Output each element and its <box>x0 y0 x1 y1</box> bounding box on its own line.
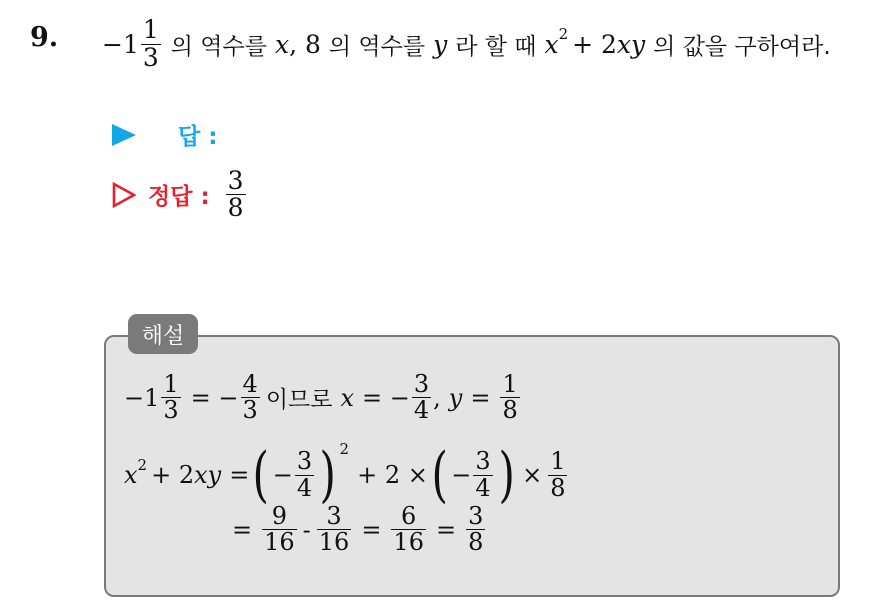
q-var-x2: x <box>544 29 559 59</box>
s2-neg2: − <box>451 461 472 489</box>
s2-rparen2: ) <box>498 440 515 510</box>
frac-den: 16 <box>264 528 295 557</box>
frac-den: 8 <box>502 396 518 425</box>
frac-num: 1 <box>550 447 566 476</box>
correct-answer-row <box>112 168 248 222</box>
q-comma-8: , 8 <box>289 29 321 59</box>
answer-row <box>112 118 217 151</box>
s3-frac-d <box>466 504 485 555</box>
frac-den: 3 <box>242 396 258 425</box>
s3-frac-c <box>391 504 426 555</box>
q-text-3: 라 할 때 <box>455 33 537 60</box>
s1-frac-b <box>241 372 260 423</box>
s3-frac-a <box>262 504 297 555</box>
s1-var-x: x <box>340 383 355 412</box>
s1-frac-c <box>412 372 431 423</box>
question-number: 9. <box>30 22 59 53</box>
s3-eq2: = <box>361 515 382 544</box>
frac-den: 4 <box>475 473 491 502</box>
q-plus-two: + 2 <box>572 29 617 59</box>
s2-frac-a <box>295 449 314 500</box>
frac-num: 3 <box>326 502 342 530</box>
solution-line-1 <box>124 372 522 423</box>
frac-num: 3 <box>296 447 313 476</box>
correct-num: 3 <box>227 166 244 195</box>
s2-times: × <box>522 461 543 489</box>
q-text-2: 의 역수를 <box>328 33 426 60</box>
s2-lparen2: ( <box>431 440 448 510</box>
s1-var-y: y <box>448 383 463 412</box>
solution-line-2 <box>124 440 569 510</box>
s3-eq3: = <box>435 515 457 544</box>
q-var-x: x <box>274 29 290 59</box>
frac-num: 9 <box>271 502 288 530</box>
s1-frac-d <box>500 372 519 423</box>
solution-line-3 <box>232 504 487 555</box>
q-exponent: 2 <box>558 25 569 43</box>
q-var-xy: xy <box>616 29 646 59</box>
frac-den: 4 <box>413 396 430 425</box>
q-minus-one: −1 <box>102 29 139 59</box>
play-triangle-icon <box>112 124 136 146</box>
q-fraction-den: 3 <box>142 42 159 72</box>
s1-eq3: = <box>470 383 491 412</box>
s1-frac-a <box>161 372 180 423</box>
s2-rparen: ) <box>319 440 337 510</box>
frac-den: 8 <box>468 528 484 557</box>
s2-eq: = <box>229 461 250 489</box>
s2-exp2: 2 <box>339 440 350 458</box>
solution-tab: 해설 <box>128 314 198 354</box>
answer-label: 답 : <box>178 124 218 150</box>
correct-answer-fraction <box>226 168 246 222</box>
q-text-1: 의 역수를 <box>170 33 267 60</box>
frac-num: 4 <box>242 370 258 398</box>
frac-num: 3 <box>468 502 484 530</box>
s3-minus: - <box>302 515 311 544</box>
q-text-4: 의 값을 구하여라. <box>653 33 831 60</box>
s1-eq2: = − <box>362 383 410 412</box>
frac-num: 1 <box>163 370 179 398</box>
frac-den: 4 <box>296 473 313 502</box>
s2-neg: − <box>272 461 293 489</box>
q-fraction-num: 1 <box>142 15 159 45</box>
s2-plus: + 2 <box>151 461 195 489</box>
correct-answer-label: 정답 : <box>148 184 210 211</box>
frac-num: 3 <box>413 370 430 398</box>
frac-den: 16 <box>318 528 350 557</box>
s2-exp: 2 <box>137 456 148 474</box>
question-text <box>102 14 831 74</box>
correct-den: 8 <box>227 193 244 223</box>
frac-den: 8 <box>550 473 566 502</box>
s1-text: 이므로 <box>265 387 333 414</box>
s2-var-x: x <box>124 461 138 489</box>
frac-num: 1 <box>502 370 518 398</box>
frac-den: 3 <box>163 396 179 425</box>
s2-lparen: ( <box>252 440 270 510</box>
s2-plus2: + 2 × <box>357 461 428 489</box>
q-var-y: y <box>433 29 448 59</box>
s2-frac-c <box>548 449 567 500</box>
s3-frac-b <box>317 504 352 555</box>
q-fraction-1-3 <box>141 17 161 71</box>
frac-num: 3 <box>475 447 491 476</box>
s3-eq: = <box>232 515 253 544</box>
s2-frac-b <box>473 449 492 500</box>
s1-comma: , <box>433 383 441 412</box>
s1-eq: = − <box>190 383 239 412</box>
frac-num: 6 <box>401 502 417 530</box>
frac-den: 16 <box>393 528 424 557</box>
s2-var-xy: xy <box>194 461 222 489</box>
s1-minus-one: −1 <box>124 383 160 412</box>
outline-triangle-icon <box>112 182 136 208</box>
